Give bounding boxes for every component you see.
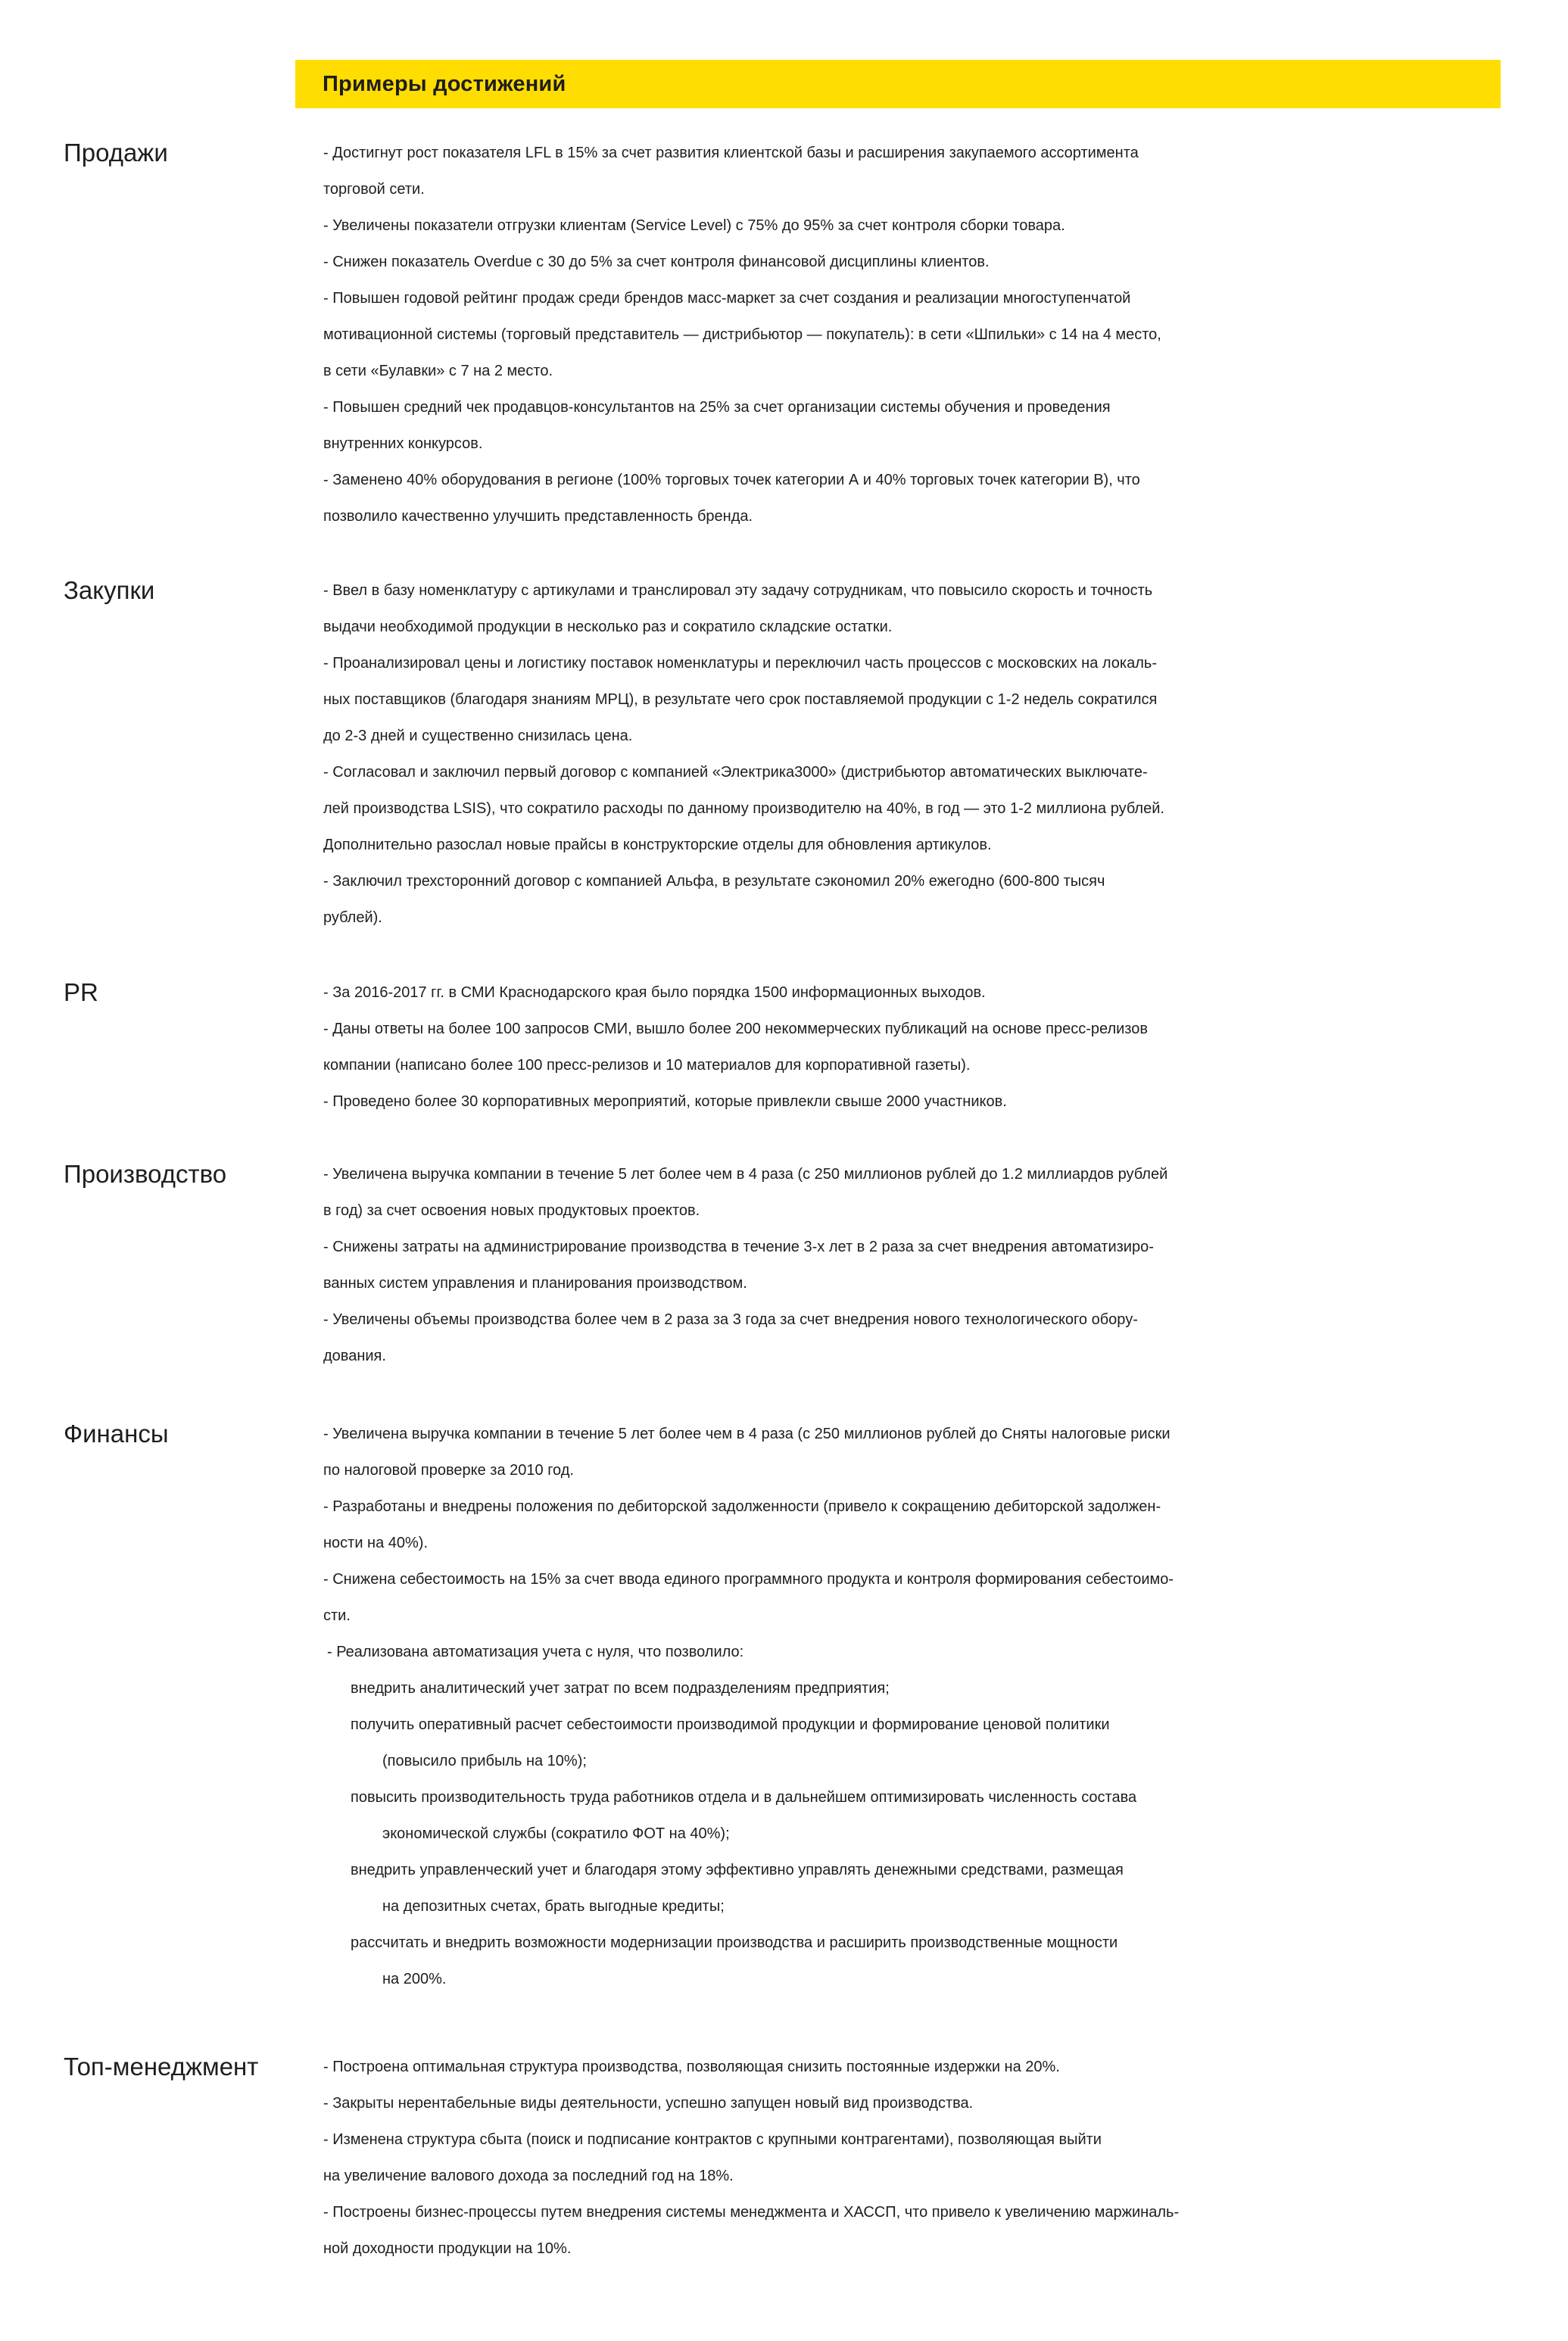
- text-line: - Снижен показатель Overdue с 30 до 5% за счет контроля финансовой дисциплины клиентов.: [323, 254, 990, 270]
- text-line: - Снижена себестоимость на 15% за счет ввода единого программного продукта и контроля формирования себестоимо-: [323, 1571, 1174, 1588]
- text-line: - Увеличена выручка компании в течение 5 лет более чем в 4 раза (с 250 миллионов рублей до 1.2 миллиардов рублей: [323, 1166, 1168, 1183]
- text-line: внедрить аналитический учет затрат по всем подразделениям предприятия;: [351, 1680, 890, 1697]
- text-line: торговой сети.: [323, 181, 425, 198]
- text-line: компании (написано более 100 пресс-релизов и 10 материалов для корпоративной газеты).: [323, 1057, 971, 1074]
- text-line: - Увеличены объемы производства более чем в 2 раза за 3 года за счет внедрения нового технологического обору-: [323, 1311, 1138, 1328]
- text-line: - Построены бизнес-процессы путем внедрения системы менеджмента и ХАССП, что привело к увеличению маржиналь-: [323, 2204, 1180, 2221]
- text-line: - Построена оптимальная структура производства, позволяющая снизить постоянные издержки на 20%.: [323, 2059, 1060, 2075]
- section-body: [323, 572, 1520, 936]
- section-label: Продажи: [64, 139, 168, 167]
- section-body: [323, 135, 1520, 535]
- text-line: в сети «Булавки» с 7 на 2 место.: [323, 363, 553, 379]
- text-line: - Повышен годовой рейтинг продаж среди брендов масс-маркет за счет создания и реализации многоступенчатой: [323, 290, 1131, 307]
- text-line: - Реализована автоматизация учета с нуля, что позволило:: [327, 1644, 744, 1660]
- text-line: позволило качественно улучшить представленность бренда.: [323, 508, 753, 525]
- text-line: рублей).: [323, 909, 382, 926]
- text-line: - Снижены затраты на администрирование производства в течение 3-х лет в 2 раза за счет внедрения автоматизиро-: [323, 1239, 1154, 1255]
- text-line: - Заменено 40% оборудования в регионе (100% торговых точек категории А и 40% торговых точек категории В), что: [323, 472, 1140, 488]
- text-line: в год) за счет освоения новых продуктовых проектов.: [323, 1202, 700, 1219]
- text-line: мотивационной системы (торговый представитель — дистрибьютор — покупатель): в сети «Шпильки» с 14 на 4 место,: [323, 326, 1161, 343]
- section-body: [323, 2049, 1520, 2267]
- text-line: до 2-3 дней и существенно снизилась цена.: [323, 728, 633, 744]
- text-line: рассчитать и внедрить возможности модернизации производства и расширить производственные мощности: [351, 1934, 1118, 1951]
- text-line: - Изменена структура сбыта (поиск и подписание контрактов с крупными контрагентами), позволяющая выйти: [323, 2131, 1102, 2148]
- text-line: ванных систем управления и планирования производством.: [323, 1275, 747, 1292]
- text-line: - Проанализировал цены и логистику поставок номенклатуры и переключил часть процессов с московских на локаль-: [323, 655, 1157, 672]
- text-line: - Разработаны и внедрены положения по дебиторской задолженности (привело к сокращению дебиторской задолжен-: [323, 1498, 1161, 1515]
- section-label: Производство: [64, 1160, 227, 1188]
- text-line: внедрить управленческий учет и благодаря этому эффективно управлять денежными средствами, размещая: [351, 1862, 1124, 1878]
- text-line: - Даны ответы на более 100 запросов СМИ, вышло более 200 некоммерческих публикаций на основе пресс-релизов: [323, 1021, 1149, 1037]
- text-line: - Повышен средний чек продавцов-консультантов на 25% за счет организации системы обучения и проведения: [323, 399, 1111, 416]
- text-line: (повысило прибыль на 10%);: [382, 1753, 587, 1769]
- section-header-bar: [295, 60, 1501, 108]
- section-label: PR: [64, 978, 98, 1006]
- text-line: лей производства LSIS), что сократило расходы по данному производителю на 40%, в год — это 1-2 миллиона рублей.: [323, 800, 1164, 817]
- text-line: - За 2016-2017 гг. в СМИ Краснодарского края было порядка 1500 информационных выходов.: [323, 984, 986, 1001]
- text-line: на 200%.: [382, 1971, 447, 1987]
- text-line: повысить производительность труда работников отдела и в дальнейшем оптимизировать численность состава: [351, 1789, 1137, 1806]
- text-line: Дополнительно разослал новые прайсы в конструкторские отделы для обновления артикулов.: [323, 837, 992, 853]
- text-line: выдачи необходимой продукции в несколько раз и сократило складские остатки.: [323, 619, 893, 635]
- text-line: - Заключил трехсторонний договор с компанией Альфа, в результате сэкономил 20% ежегодно (600-800 тысяч: [323, 873, 1105, 890]
- section-label: Топ-менеджмент: [64, 2053, 259, 2081]
- page-title: Примеры достижений: [323, 72, 566, 96]
- section-body: [323, 1156, 1520, 1374]
- text-line: ных поставщиков (благодаря знаниям МРЦ), в результате чего срок поставляемой продукции с 1-2 недель сократился: [323, 691, 1158, 708]
- text-line: - Достигнут рост показателя LFL в 15% за счет развития клиентской базы и расширения закупаемого ассортимента: [323, 145, 1139, 161]
- text-line: ной доходности продукции на 10%.: [323, 2240, 572, 2257]
- text-line: - Ввел в базу номенклатуру с артикулами и транслировал эту задачу сотрудникам, что повысило скорость и точность: [323, 582, 1153, 599]
- text-line: ности на 40%).: [323, 1535, 429, 1551]
- text-line: - Согласовал и заключил первый договор с компанией «Электрика3000» (дистрибьютор автоматических выключате-: [323, 764, 1148, 781]
- text-line: по налоговой проверке за 2010 год.: [323, 1462, 574, 1479]
- text-line: экономической службы (сократило ФОТ на 40%);: [382, 1825, 730, 1842]
- section-label: Закупки: [64, 576, 155, 604]
- section-body: [323, 974, 1520, 1120]
- text-line: получить оперативный расчет себестоимости производимой продукции и формирование ценовой политики: [351, 1716, 1110, 1733]
- text-line: дования.: [323, 1348, 386, 1364]
- text-line: - Закрыты нерентабельные виды деятельности, успешно запущен новый вид производства.: [323, 2095, 974, 2112]
- text-line: на депозитных счетах, брать выгодные кредиты;: [382, 1898, 725, 1915]
- section-body: [323, 1416, 1520, 1997]
- text-line: сти.: [323, 1607, 351, 1624]
- section-label: Финансы: [64, 1420, 169, 1448]
- text-line: - Увеличены показатели отгрузки клиентам (Service Level) с 75% до 95% за счет контроля сборки товара.: [323, 217, 1065, 234]
- text-line: внутренних конкурсов.: [323, 435, 483, 452]
- text-line: на увеличение валового дохода за последний год на 18%.: [323, 2168, 734, 2184]
- text-line: - Увеличена выручка компании в течение 5 лет более чем в 4 раза (с 250 миллионов рублей до Сняты налоговые риски: [323, 1426, 1171, 1442]
- text-line: - Проведено более 30 корпоративных мероприятий, которые привлекли свыше 2000 участников.: [323, 1093, 1007, 1110]
